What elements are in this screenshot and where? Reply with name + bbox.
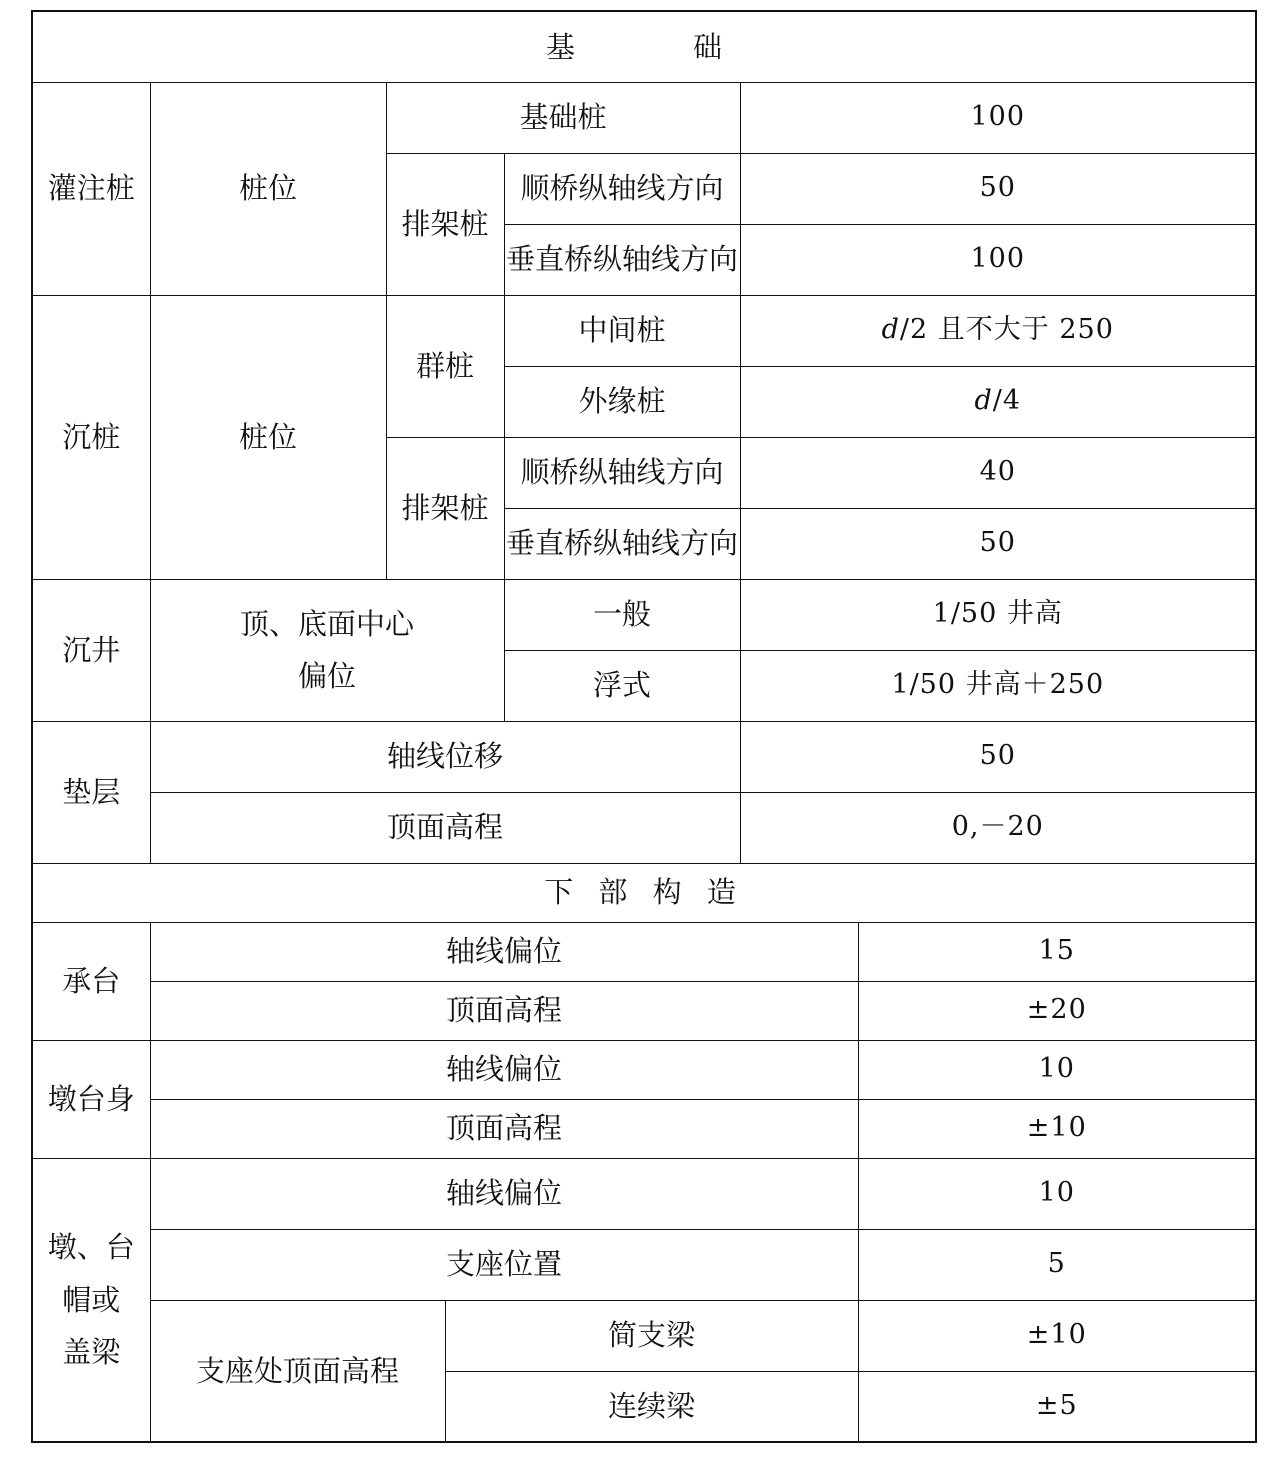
category-line: 帽或 (62, 1282, 121, 1317)
value-cell: 50 (740, 153, 1256, 224)
value-cell: 100 (740, 82, 1256, 153)
item-cell: 轴线偏位 (150, 1040, 858, 1099)
direction-cell: 垂直桥纵轴线方向 (504, 224, 740, 295)
item-cell: 桩位 (150, 295, 386, 579)
value-cell: ±5 (858, 1371, 1256, 1442)
table-row (32, 721, 1256, 792)
sub-item-cell: 连续梁 (445, 1371, 858, 1442)
value-cell: 100 (740, 224, 1256, 295)
item-line: 偏位 (297, 659, 356, 693)
value-cell: ±20 (858, 981, 1256, 1040)
item-cell: 轴线位移 (150, 721, 740, 792)
value-cell: 5 (858, 1229, 1256, 1300)
value-cell: 40 (740, 437, 1256, 508)
table-row (32, 1099, 1256, 1158)
section-title-foundation: 基 础 (32, 11, 1256, 82)
table-row (32, 792, 1256, 863)
value-text: /4 (992, 385, 1022, 417)
pile-type-cell: 外缘桩 (504, 366, 740, 437)
value-cell: 15 (858, 922, 1256, 981)
table-row (32, 1158, 1256, 1229)
value-cell: ±10 (858, 1300, 1256, 1371)
table-row (32, 1040, 1256, 1099)
value-cell: 10 (858, 1040, 1256, 1099)
value-cell: ±10 (858, 1099, 1256, 1158)
item-cell: 顶面高程 (150, 1099, 858, 1158)
item-cell: 支座处顶面高程 (150, 1300, 445, 1442)
sub-item-cell: 基础桩 (386, 82, 740, 153)
item-cell: 桩位 (150, 82, 386, 295)
sub-item-cell: 简支梁 (445, 1300, 858, 1371)
sub-item-cell: 浮式 (504, 650, 740, 721)
sub-item-cell: 一般 (504, 579, 740, 650)
direction-cell: 顺桥纵轴线方向 (504, 437, 740, 508)
item-cell (150, 579, 504, 721)
value-cell: 1/50 井高 (740, 579, 1256, 650)
item-cell: 轴线偏位 (150, 922, 858, 981)
direction-cell: 顺桥纵轴线方向 (504, 153, 740, 224)
value-cell: 50 (740, 721, 1256, 792)
table-row (32, 295, 1256, 366)
value-text: /2 且不大于 250 (899, 314, 1114, 346)
value-cell: 50 (740, 508, 1256, 579)
category-cell: 墩台身 (32, 1040, 150, 1158)
category-cell: 沉井 (32, 579, 150, 721)
section-title-row (32, 863, 1256, 922)
direction-cell: 垂直桥纵轴线方向 (504, 508, 740, 579)
tolerance-table (31, 10, 1257, 1443)
value-cell: 1/50 井高＋250 (740, 650, 1256, 721)
category-cell: 承台 (32, 922, 150, 1040)
table-row (32, 1229, 1256, 1300)
diameter-symbol: d (974, 385, 993, 417)
item-cell: 顶面高程 (150, 981, 858, 1040)
category-cell: 灌注桩 (32, 82, 150, 295)
value-cell: 10 (858, 1158, 1256, 1229)
tolerance-table-wrapper (31, 10, 1255, 1443)
table-row (32, 981, 1256, 1040)
table-row (32, 922, 1256, 981)
category-line: 墩、台 (47, 1230, 135, 1265)
sub-item-cell: 排架桩 (386, 437, 504, 579)
sub-item-cell: 排架桩 (386, 153, 504, 295)
category-cell (32, 1158, 150, 1442)
table-row (32, 1300, 1256, 1371)
section-title-row (32, 11, 1256, 82)
category-cell: 垫层 (32, 721, 150, 863)
table-row (32, 579, 1256, 650)
value-cell: 0,－20 (740, 792, 1256, 863)
item-cell: 顶面高程 (150, 792, 740, 863)
value-cell (740, 366, 1256, 437)
sub-item-cell: 群桩 (386, 295, 504, 437)
category-cell: 沉桩 (32, 295, 150, 579)
item-cell: 支座位置 (150, 1229, 858, 1300)
item-line: 顶、底面中心 (239, 606, 414, 641)
value-cell (740, 295, 1256, 366)
item-cell: 轴线偏位 (150, 1158, 858, 1229)
pile-type-cell: 中间桩 (504, 295, 740, 366)
table-row (32, 82, 1256, 153)
category-line: 盖梁 (62, 1334, 121, 1369)
section-title-substructure: 下 部 构 造 (32, 863, 1256, 922)
diameter-symbol: d (881, 314, 900, 346)
